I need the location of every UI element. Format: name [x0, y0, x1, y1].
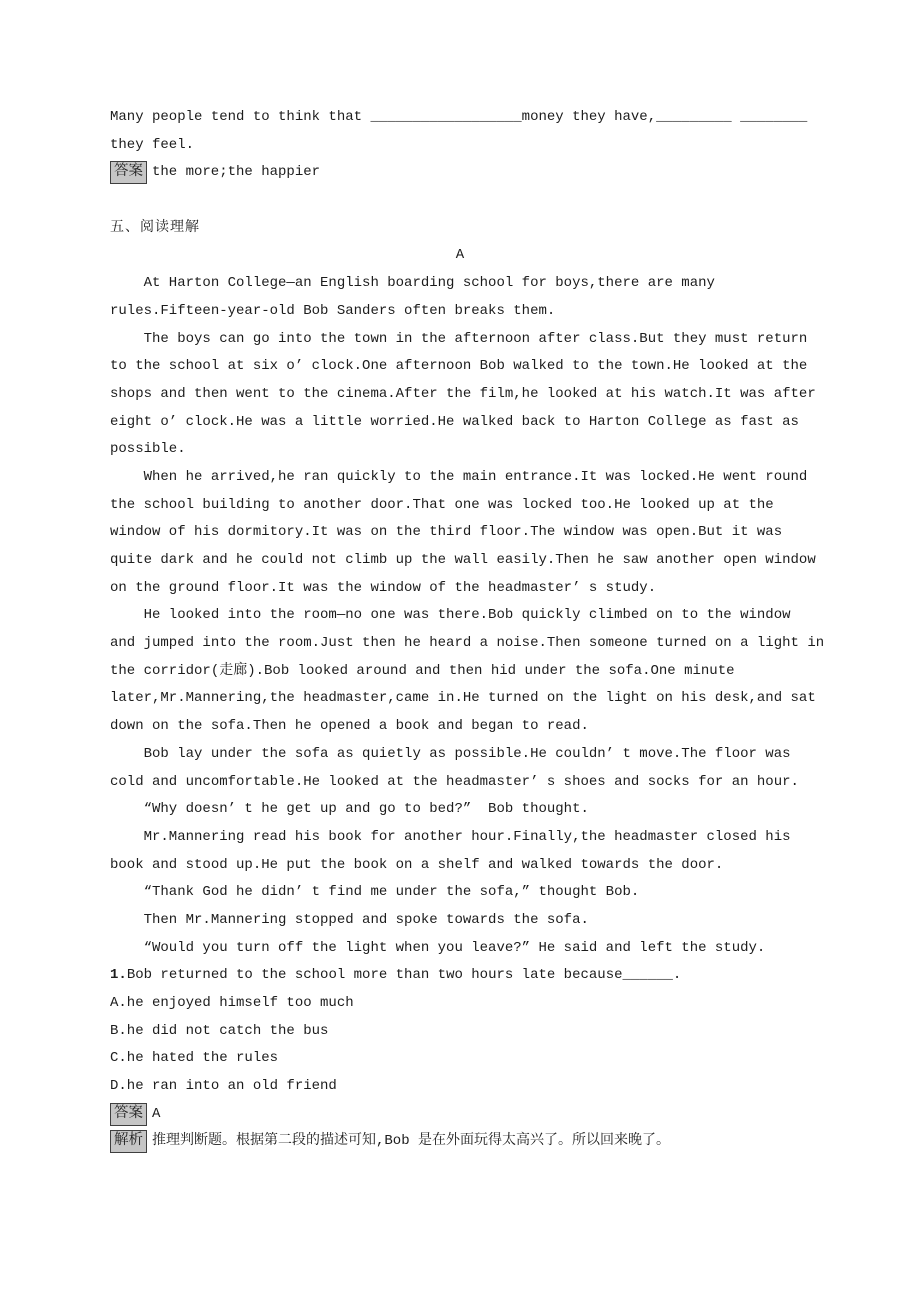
passage-line: the school building to another door.That one was locked too.He looked up at the: [110, 496, 774, 513]
passage-line: the corridor(走廊).Bob looked around and then hid under the sofa.One minute: [110, 662, 735, 679]
passage-line: and jumped into the room.Just then he heard a noise.Then someone turned on a light in: [110, 635, 825, 652]
blank-line: [110, 187, 810, 215]
answer-line-text: A: [152, 1105, 161, 1122]
option-line-d: D.he ran into an old friend: [110, 1078, 337, 1095]
question-line: 1.Bob returned to the school more than two hours late because______.: [110, 967, 682, 984]
passage-line: book and stood up.He put the book on a shelf and walked towards the door.: [110, 856, 724, 873]
passage-line: possible.: [110, 441, 186, 458]
passage-line: Mr.Mannering read his book for another hour.Finally,the headmaster closed his: [110, 828, 791, 845]
answer-line: [110, 1101, 810, 1129]
section-heading: 五、阅读理解: [110, 219, 200, 236]
cloze-sentence-line: Many people tend to think that __________________money they have,_________ ________: [110, 109, 808, 125]
passage-line: “Would you turn off the light when you leave?” He said and left the study.: [110, 939, 766, 956]
passage-line: He looked into the room—no one was there.Bob quickly climbed on to the window: [110, 607, 791, 624]
option-line-a: A.he enjoyed himself too much: [110, 995, 354, 1011]
passage-line: “Why doesn’ t he get up and go to bed?” Bob thought.: [110, 801, 589, 818]
document-body: [110, 104, 825, 1156]
answer-line-text: the more;the happier: [152, 164, 321, 181]
option-line-b: B.he did not catch the bus: [110, 1022, 329, 1039]
passage-line: At Harton College—an English boarding school for boys,there are many: [110, 275, 715, 292]
passage-line: quite dark and he could not climb up the wall easily.Then he saw another open window: [110, 552, 816, 568]
passage-line: rules.Fifteen-year-old Bob Sanders often breaks them.: [110, 302, 556, 319]
passage-line: later,Mr.Mannering,the headmaster,came in.He turned on the light on his desk,and sat: [110, 690, 816, 707]
option-line-c: C.he hated the rules: [110, 1050, 279, 1067]
passage-line: to the school at six o’ clock.One afternoon Bob walked to the town.He looked at the: [110, 358, 808, 375]
passage-line: When he arrived,he ran quickly to the main entrance.It was locked.He went round: [110, 468, 808, 485]
question-number: 1.: [110, 967, 127, 984]
passage-line: The boys can go into the town in the afternoon after class.But they must return: [110, 330, 808, 347]
passage-line: shops and then went to the cinema.After the film,he looked at his watch.It was after: [110, 385, 816, 402]
passage-line: window of his dormitory.It was on the third floor.The window was open.But it was: [110, 524, 783, 541]
answer-label: 答案: [110, 161, 147, 184]
passage-line: “Thank God he didn’ t find me under the sofa,” thought Bob.: [110, 884, 640, 901]
answer-label: 答案: [110, 1103, 147, 1126]
passage-line: cold and uncomfortable.He looked at the headmaster’ s shoes and socks for an hour.: [110, 773, 799, 790]
analysis-label: 解析: [110, 1130, 147, 1153]
analysis-line: [110, 1128, 810, 1156]
answer-line: [110, 159, 810, 187]
passage-line: on the ground floor.It was the window of the headmaster’ s study.: [110, 579, 657, 596]
analysis-line-text: 推理判断题。根据第二段的描述可知,Bob 是在外面玩得太高兴了。所以回来晚了。: [152, 1133, 671, 1150]
passage-line: eight o’ clock.He was a little worried.He walked back to Harton College as fast as: [110, 413, 799, 430]
passage-line: down on the sofa.Then he opened a book and began to read.: [110, 718, 589, 735]
passage-label: A: [455, 247, 465, 264]
passage-line: Then Mr.Mannering stopped and spoke towards the sofa.: [110, 911, 589, 928]
passage-line: Bob lay under the sofa as quietly as possible.He couldn’ t move.The floor was: [110, 745, 791, 762]
cloze-sentence-line: they feel.: [110, 136, 195, 153]
